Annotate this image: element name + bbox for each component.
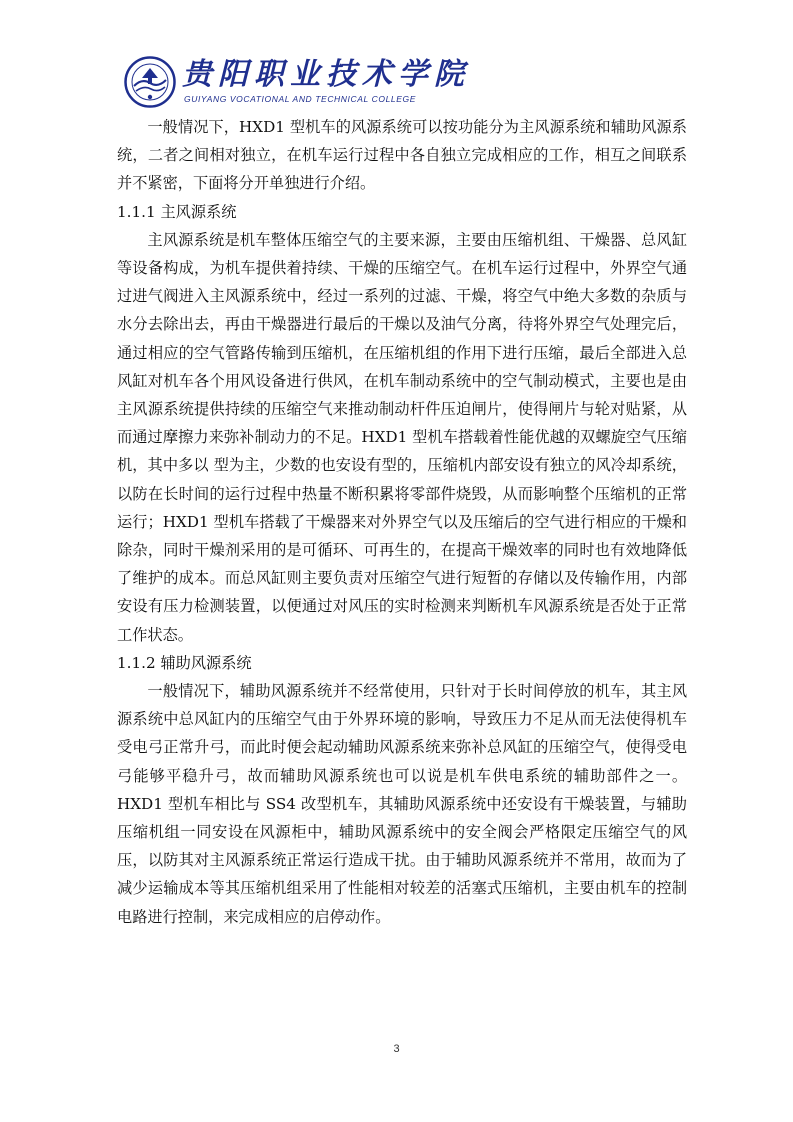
page-number: 3 (393, 1043, 400, 1055)
college-seal-logo (124, 56, 176, 108)
college-english-name: GUIYANG VOCATIONAL AND TECHNICAL COLLEGE (184, 94, 416, 104)
section-heading-auxiliary-air-source: 1.1.2 辅助风源系统 (117, 653, 252, 672)
college-name-logo: 贵阳职业技术学院 (182, 57, 470, 92)
page-header (124, 56, 470, 108)
auxiliary-air-source-paragraph: 一般情况下，辅助风源系统并不经常使用，只针对于长时间停放的机车，其主风源系统中总风缸内的压缩空气由于外界环境的影响，导致压力不足从而无法使得机车受电弓正常升弓，而此时便会起动辅助风源系统来弥补总风缸的压缩空气，使得受电弓能够平稳升弓，故而辅助风源系统也可以说是机车供电系统的辅助部件之一。HXD1 型机车相比与 SS4 改型机车，其辅助风源系统中还安设有干燥装置，与辅助压缩机组一同安设在风源柜中，辅助风源系统中的安全阀会严格限定压缩空气的风压，以防其对主风源系统正常运行造成干扰。由于辅助风源系统并不常用，故而为了减少运输成本等其压缩机组采用了性能相对较差的活塞式压缩机，主要由机车的控制电路进行控制，来完成相应的启停动作。 (117, 682, 687, 926)
intro-paragraph: 一般情况下，HXD1 型机车的风源系统可以按功能分为主风源系统和辅助风源系统，二者之间相对独立，在机车运行过程中各自独立完成相应的工作，相互之间联系并不紧密，下面将分开单独进行介绍。 (117, 118, 687, 193)
main-air-source-paragraph: 主风源系统是机车整体压缩空气的主要来源，主要由压缩机组、干燥器、总风缸等设备构成，为机车提供着持续、干燥的压缩空气。在机车运行过程中，外界空气通过进气阀进入主风源系统中，经过一系列的过滤、干燥，将空气中绝大多数的杂质与水分去除出去，再由干燥器进行最后的干燥以及油气分离，待将外界空气处理完后，通过相应的空气管路传输到压缩机，在压缩机组的作用下进行压缩，最后全部进入总风缸对机车各个用风设备进行供风，在机车制动系统中的空气制动模式，主要也是由主风源系统提供持续的压缩空气来推动制动杆件压迫闸片，使得闸片与轮对贴紧，从而通过摩擦力来弥补制动力的不足。HXD1 型机车搭载着性能优越的双螺旋空气压缩机，其中多以 型为主，少数的也安设有型的，压缩机内部安设有独立的风冷却系统，以防在长时间的运行过程中热量不断积累将零部件烧毁，从而影响整个压缩机的正常运行；HXD1 型机车搭载了干燥器来对外界空气以及压缩后的空气进行相应的干燥和除杂，同时干燥剂采用的是可循环、可再生的，在提高干燥效率的同时也有效地降低了维护的成本。而总风缸则主要负责对压缩空气进行短暂的存储以及传输作用，内部安设有压力检测装置，以便通过对风压的实时检测来判断机车风源系统是否处于正常工作状态。 (117, 230, 687, 644)
document-body (117, 113, 687, 931)
section-heading-main-air-source: 1.1.1 主风源系统 (117, 202, 237, 221)
